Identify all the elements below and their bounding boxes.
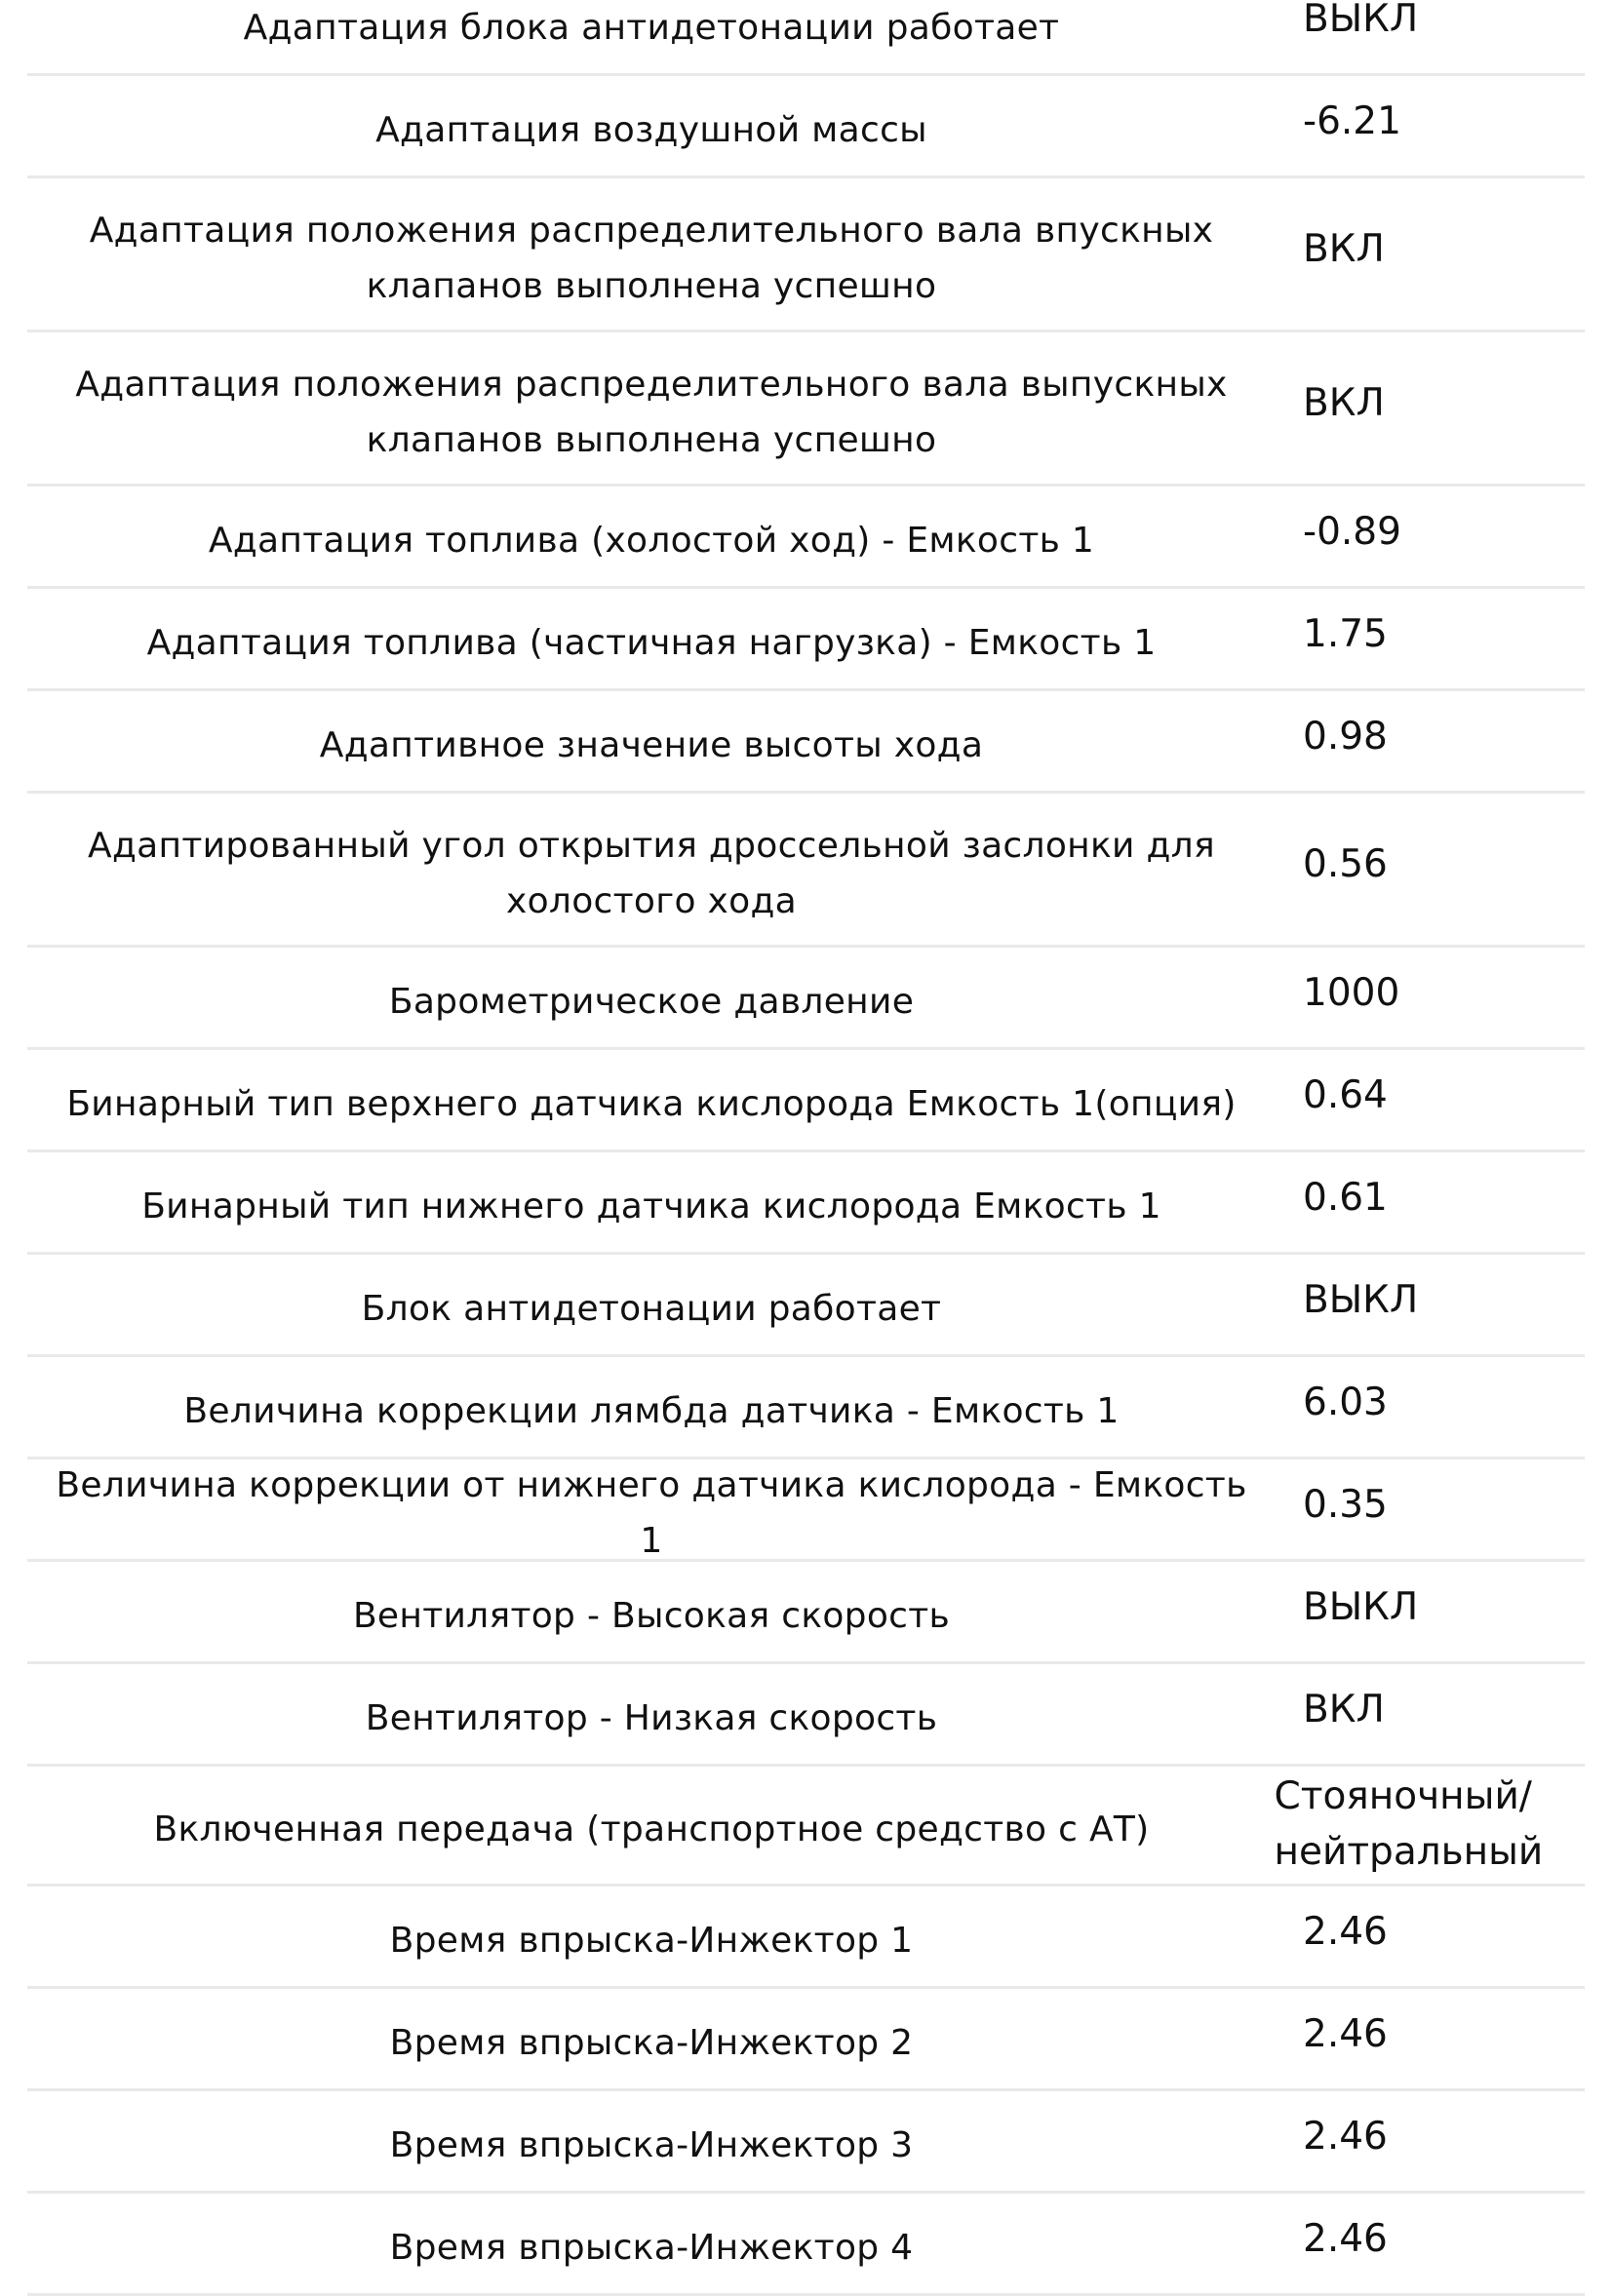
table-row [27,1357,1585,1459]
parameter-name: Адаптация положения распределительного вала впускных клапанов выполнена успешно [89,210,1214,306]
table-row [27,1152,1585,1255]
parameter-value: 2.46 [1303,2011,1388,2056]
parameter-value: -6.21 [1303,98,1401,143]
table-row [27,2194,1585,2296]
parameter-name: Барометрическое давление [388,981,915,1022]
table-row [27,1989,1585,2091]
table-row [27,76,1585,178]
parameter-value: 2.46 [1303,2216,1388,2261]
table-row [27,178,1585,332]
table-row [27,486,1585,589]
parameter-name: Адаптированный угол открытия дроссельной заслонки для холостого хода [88,825,1215,921]
parameter-name: Бинарный тип нижнего датчика кислорода Емкость 1 [141,1186,1161,1226]
parameter-name: Адаптация топлива (частичная нагрузка) - Емкость 1 [146,622,1157,663]
parameter-value: 1.75 [1303,611,1388,656]
parameter-name: Величина коррекции от нижнего датчика кислорода - Емкость 1 [56,1465,1247,1561]
parameter-value: ВКЛ [1303,381,1385,425]
parameter-name: Время впрыска-Инжектор 1 [389,1920,914,1961]
parameter-value: 2.46 [1303,1909,1388,1954]
table-row [27,589,1585,691]
table-row [27,1562,1585,1664]
parameter-name: Включенная передача (транспортное средство с АТ) [153,1809,1150,1849]
parameter-value: 0.35 [1303,1482,1388,1527]
table-row [27,1664,1585,1767]
parameter-name: Вентилятор - Низкая скорость [365,1697,938,1738]
parameter-value: 0.56 [1303,842,1388,886]
parameter-table [27,0,1585,2296]
parameter-name: Величина коррекции лямбда датчика - Емкость 1 [183,1390,1120,1431]
parameter-value: -0.89 [1303,509,1401,554]
parameter-value: 0.98 [1303,714,1388,759]
table-row [27,691,1585,794]
table-row [27,0,1585,76]
parameter-value: ВЫКЛ [1303,1277,1419,1322]
parameter-value: ВЫКЛ [1303,0,1419,41]
parameter-value: 0.64 [1303,1072,1388,1117]
parameter-value: 1000 [1303,970,1400,1015]
parameter-value: 6.03 [1303,1380,1388,1424]
table-row [27,2091,1585,2194]
table-row [27,1050,1585,1152]
parameter-value: 2.46 [1303,2114,1388,2159]
parameter-name: Время впрыска-Инжектор 2 [389,2022,914,2063]
parameter-value: ВКЛ [1303,1687,1385,1732]
parameter-name: Адаптивное значение высоты хода [319,724,984,765]
parameter-name: Адаптация воздушной массы [375,109,927,150]
table-row [27,794,1585,948]
parameter-value: ВКЛ [1303,227,1385,271]
parameter-name: Адаптация блока антидетонации работает [243,7,1060,48]
table-row [27,1459,1585,1562]
parameter-name: Время впрыска-Инжектор 4 [389,2227,914,2268]
table-row [27,1887,1585,1989]
parameter-value-text: Стояночный/ нейтральный [1274,1774,1544,1874]
parameter-value [1276,1767,1585,1884]
table-row [27,1255,1585,1357]
parameter-name: Время впрыска-Инжектор 3 [389,2124,914,2165]
table-row [27,1767,1585,1887]
table-row [27,332,1585,486]
table-row [27,948,1585,1050]
parameter-value: 0.61 [1303,1175,1388,1220]
parameter-name: Блок антидетонации работает [361,1288,942,1329]
parameter-value: ВЫКЛ [1303,1584,1419,1629]
parameter-name: Вентилятор - Высокая скорость [352,1595,951,1636]
parameter-name: Адаптация топлива (холостой ход) - Емкость 1 [208,520,1095,561]
parameter-name: Адаптация положения распределительного вала выпускных клапанов выполнена успешно [75,364,1228,460]
parameter-name: Бинарный тип верхнего датчика кислорода Емкость 1(опция) [66,1083,1237,1124]
